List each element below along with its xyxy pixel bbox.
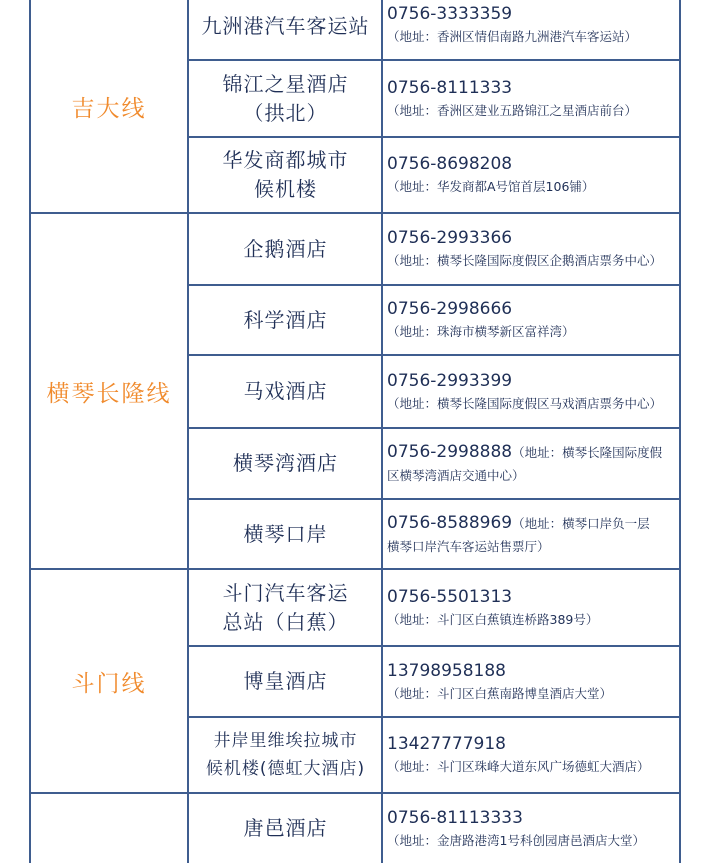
station-address: （地址：横琴长隆国际度假 xyxy=(512,445,663,460)
station-name-text: 科学酒店 xyxy=(243,307,328,332)
phone-number-with-address xyxy=(387,440,679,465)
phone-number: 0756-2998888 xyxy=(387,442,513,462)
station-name xyxy=(189,286,382,354)
station-address: （地址：华发商都A号馆首层106铺） xyxy=(387,179,595,194)
phone-number: 0756-2998666 xyxy=(387,299,513,319)
station-address: （地址：斗门区珠峰大道东风广场德虹大酒店） xyxy=(387,759,650,774)
station-contact xyxy=(387,429,679,498)
station-name-text: 马戏酒店 xyxy=(243,379,328,403)
phone-number: 0756-8698208 xyxy=(387,154,513,174)
station-name xyxy=(189,356,382,427)
station-address: （地址：横琴口岸负一层 xyxy=(512,515,650,531)
route-label-hengqin-chimelong: 横琴长隆线 xyxy=(46,380,172,407)
station-name xyxy=(189,429,382,498)
station-address-continued: 横琴口岸汽车客运站售票厅） xyxy=(387,538,550,554)
station-address: （地址：斗门区白蕉镇连桥路389号） xyxy=(387,611,599,627)
station-contact xyxy=(387,286,679,354)
station-contact xyxy=(387,356,679,427)
station-contact xyxy=(387,794,679,863)
phone-number: 0756-3333359 xyxy=(387,4,513,24)
station-contact xyxy=(387,718,679,792)
station-name-line2: 候机楼(德虹大酒店) xyxy=(205,759,366,779)
station-address: （地址：珠海市横琴新区富祥湾） xyxy=(387,324,575,339)
station-address: （地址：横琴长隆国际度假区马戏酒店票务中心） xyxy=(387,395,663,411)
station-contact xyxy=(387,61,679,136)
phone-number: 13427777918 xyxy=(387,734,506,754)
station-name xyxy=(189,138,382,212)
route-label-jida: 吉大线 xyxy=(71,95,147,122)
station-name xyxy=(189,794,382,863)
phone-number: 13798958188 xyxy=(387,660,506,681)
station-name xyxy=(189,500,382,568)
station-contact xyxy=(387,0,679,50)
station-address: （地址：香洲区情侣南路九洲港汽车客运站） xyxy=(387,29,638,44)
station-name-line1: 华发商都城市 xyxy=(222,148,349,172)
station-name-text: 横琴湾酒店 xyxy=(233,451,338,475)
route-label-doumen: 斗门线 xyxy=(71,670,147,697)
phone-number: 0756-5501313 xyxy=(387,586,513,607)
phone-number: 0756-2993366 xyxy=(387,228,513,248)
station-contact xyxy=(387,647,679,716)
station-address: （地址：香洲区建业五路锦江之星酒店前台） xyxy=(387,102,638,118)
phone-number-with-address xyxy=(387,511,679,536)
route-label-next xyxy=(30,794,188,863)
station-name-text: 博皇酒店 xyxy=(243,669,328,693)
phone-number: 0756-2993399 xyxy=(387,370,513,391)
station-name xyxy=(189,61,382,136)
phone-number: 0756-81113333 xyxy=(387,807,523,828)
phone-number: 0756-8111333 xyxy=(387,77,513,98)
station-name xyxy=(189,718,382,792)
table-border-right xyxy=(679,0,681,863)
station-name-text: 唐邑酒店 xyxy=(243,816,328,840)
station-address: （地址：金唐路港湾1号科创园唐邑酒店大堂） xyxy=(387,832,645,848)
station-address-continued: 区横琴湾酒店交通中心） xyxy=(387,468,525,483)
phone-number: 0756-8588969 xyxy=(387,512,513,533)
station-name xyxy=(189,0,382,52)
station-address: （地址：横琴长隆国际度假区企鹅酒店票务中心） xyxy=(387,253,663,268)
station-name xyxy=(189,570,382,645)
station-contact xyxy=(387,214,679,284)
station-name xyxy=(189,647,382,716)
station-contact xyxy=(387,138,679,212)
station-contact xyxy=(387,500,679,568)
station-name-line1: 斗门汽车客运 xyxy=(222,580,349,605)
station-name-line2: （拱北） xyxy=(243,100,328,125)
station-name-line1: 井岸里维埃拉城市 xyxy=(213,731,358,751)
station-name-line2: 总站（白蕉） xyxy=(222,609,349,634)
station-name-text: 九洲港汽车客运站 xyxy=(201,13,370,38)
station-name-line1: 锦江之星酒店 xyxy=(222,71,349,96)
station-name-line2: 候机楼 xyxy=(254,177,317,201)
station-name-text: 企鹅酒店 xyxy=(243,236,328,261)
station-name-text: 横琴口岸 xyxy=(243,521,328,546)
station-name xyxy=(189,214,382,284)
station-address: （地址：斗门区白蕉南路博皇酒店大堂） xyxy=(387,685,613,701)
station-contact xyxy=(387,570,679,645)
